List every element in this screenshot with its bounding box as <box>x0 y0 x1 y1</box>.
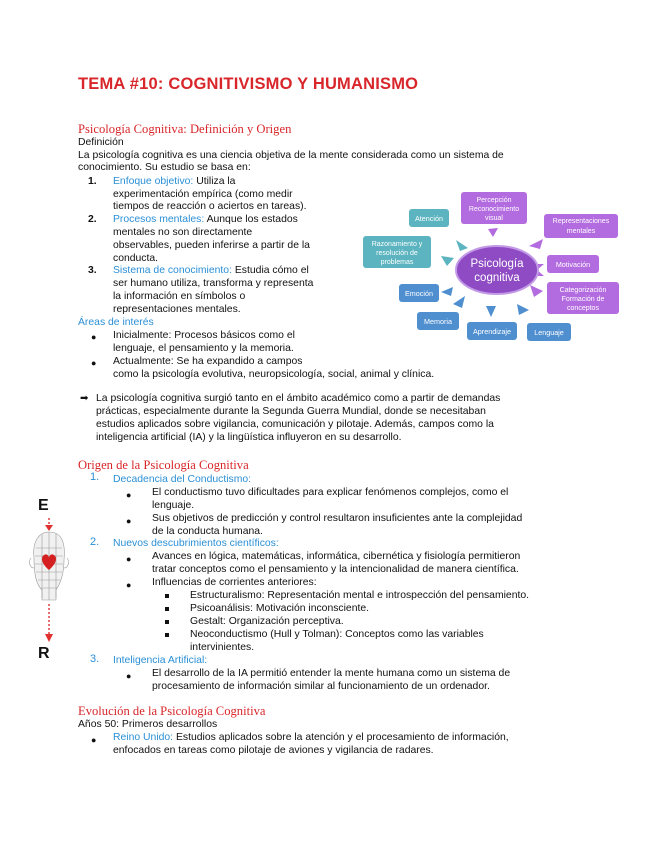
arrow-aprendizaje <box>486 306 496 317</box>
area-item: Inicialmente: Procesos básicos como el <box>113 330 295 341</box>
area-item: lenguaje, el pensamiento y la memoria. <box>113 343 294 354</box>
list-item: procesamiento de información similar al funcionamiento de un ordenador. <box>152 681 490 692</box>
arrow-lenguaje <box>517 304 529 315</box>
psicologia-cognitiva-diagram <box>357 188 627 348</box>
bullet-icon: ● <box>126 671 132 681</box>
node-aprendizaje <box>467 322 517 340</box>
item-number: 2. <box>90 536 100 548</box>
node-emocion <box>399 284 439 302</box>
svg-text:resolución de: resolución de <box>376 250 418 257</box>
item-number: 1. <box>90 471 100 483</box>
node-atencion <box>409 209 449 227</box>
item-text: Aunque los estados <box>204 214 298 225</box>
bullet-icon: ● <box>126 580 132 590</box>
arrow-paragraph: inteligencia artificial (IA) y la lingüística influyeron en su desarrollo. <box>96 432 402 443</box>
sub-list-item: Gestalt: Organización perceptiva. <box>190 616 344 627</box>
sub-list-item: Estructuralismo: Representación mental e introspección del pensamiento. <box>190 590 530 601</box>
node-lenguaje <box>527 323 571 341</box>
head-heart-illustration <box>22 518 74 650</box>
item-number: 1. <box>88 176 97 187</box>
list-item: lenguaje. <box>152 500 195 511</box>
item-term: Reino Unido: <box>113 732 174 743</box>
svg-text:mentales: mentales <box>566 228 596 235</box>
arrow-paragraph: estudios aplicados sobre vigilancia, comunicación y pilotaje. Además, campos como la <box>96 419 494 430</box>
arrow-memoria <box>453 296 465 308</box>
svg-text:Atención: Atención <box>415 214 443 223</box>
years-label: Años 50: Primeros desarrollos <box>78 719 218 730</box>
sub-list-item: intervinientes. <box>190 642 255 653</box>
item-number: 3. <box>88 265 97 276</box>
svg-text:conceptos: conceptos <box>567 305 599 312</box>
item-number: 3. <box>90 653 100 665</box>
svg-text:Categorización: Categorización <box>559 287 607 294</box>
node-razonamiento <box>363 236 431 268</box>
item-text: conducta. <box>113 253 159 264</box>
intro-line-1: La psicología cognitiva es una ciencia objetiva de la mente considerada como un sistema de <box>78 150 504 161</box>
page-title: TEMA #10: COGNITIVISMO Y HUMANISMO <box>78 75 419 93</box>
item-text: representaciones mentales. <box>113 304 241 315</box>
label-r: R <box>38 645 50 662</box>
section-heading-evolucion: Evolución de la Psicología Cognitiva <box>78 704 266 718</box>
svg-text:Aprendizaje: Aprendizaje <box>473 327 511 336</box>
svg-text:Formación de: Formación de <box>561 296 605 303</box>
section-heading-origen: Origen de la Psicología Cognitiva <box>78 458 249 472</box>
square-bullet-icon <box>165 620 169 624</box>
svg-text:Motivación: Motivación <box>555 260 591 269</box>
arrow-emocion <box>441 287 453 296</box>
item-text: experimentación empírica (como medir <box>113 189 293 200</box>
bullet-icon: ● <box>126 554 132 564</box>
item-text: enfocados en tareas como pilotaje de aviones y vigilancia de radares. <box>113 745 434 756</box>
area-item: Actualmente: Se ha expandido a campos <box>113 356 303 367</box>
list-item: tratar conceptos como el pensamiento y la intencionalidad de manera científica. <box>152 564 519 575</box>
node-motivacion <box>547 255 599 273</box>
node-memoria <box>417 312 459 330</box>
node-categorizacion <box>547 282 619 314</box>
arrow-representaciones <box>529 239 543 249</box>
list-item: El conductismo tuvo dificultades para explicar fenómenos complejos, como el <box>152 487 509 498</box>
center-label: Psicología <box>470 258 524 270</box>
areas-heading: Áreas de interés <box>78 317 154 328</box>
bullet-icon: ● <box>91 358 97 368</box>
bullet-icon: ● <box>126 516 132 526</box>
item-text: observables, pueden inferirse a partir de la <box>113 240 310 251</box>
area-item: como la psicología evolutiva, neuropsicología, social, animal y clínica. <box>113 369 435 380</box>
arrow-atencion <box>456 240 468 251</box>
arrow-paragraph: prácticas, especialmente durante la Segunda Guerra Mundial, donde se necesitaban <box>96 406 486 417</box>
square-bullet-icon <box>165 594 169 598</box>
arrow-percepcion <box>488 228 498 237</box>
bullet-icon: ● <box>91 332 97 342</box>
label-e: E <box>38 497 49 514</box>
sub-list-item: Psicoanálisis: Motivación inconsciente. <box>190 603 370 614</box>
arrow-right-icon: ➡ <box>80 393 89 404</box>
item-text: la información en símbolos o <box>113 291 246 302</box>
item-term: Enfoque objetivo: <box>113 176 194 187</box>
svg-text:Representaciones: Representaciones <box>552 218 610 225</box>
center-ellipse <box>456 246 538 294</box>
item-term: Sistema de conocimiento: <box>113 265 232 276</box>
list-item: Sus objetivos de predicción y control resultaron insuficientes ante la complejidad <box>152 513 523 524</box>
svg-text:Razonamiento y: Razonamiento y <box>371 241 423 248</box>
svg-text:problemas: problemas <box>380 259 414 266</box>
definicion-label: Definición <box>78 137 124 148</box>
svg-text:visual: visual <box>485 215 503 222</box>
arrow-razonamiento <box>441 256 454 266</box>
bullet-icon: ● <box>91 735 97 745</box>
item-text: Estudia cómo el <box>231 265 309 276</box>
item-text: mentales no son directamente <box>113 227 253 238</box>
list-item: Avances en lógica, matemáticas, informática, cibernética y fisiología permitieron <box>152 551 521 562</box>
item-text: Utiliza la <box>193 176 236 187</box>
svg-text:Reconocimiento: Reconocimiento <box>468 206 520 213</box>
svg-text:Memoria: Memoria <box>424 317 452 326</box>
item-term: Procesos mentales: <box>113 214 205 225</box>
subsection-title: Nuevos descubrimientos científicos: <box>113 538 279 549</box>
svg-text:Percepción: Percepción <box>476 197 512 204</box>
square-bullet-icon <box>165 607 169 611</box>
bullet-icon: ● <box>126 490 132 500</box>
subsection-title: Decadencia del Conductismo: <box>113 474 252 485</box>
item-text: Estudios aplicados sobre la atención y el procesamiento de información, <box>173 732 509 743</box>
section-heading-definicion: Psicología Cognitiva: Definición y Origen <box>78 122 292 136</box>
subsection-title: Inteligencia Artificial: <box>113 655 208 666</box>
square-bullet-icon <box>165 633 169 637</box>
intro-line-2: conocimiento. Su estudio se basa en: <box>78 162 251 173</box>
node-percepcion <box>461 192 527 224</box>
list-item: Influencias de corrientes anteriores: <box>152 577 317 588</box>
arrow-categorizacion <box>530 285 543 297</box>
item-text: tiempos de reacción o aciertos en tareas). <box>113 201 307 212</box>
arrow-paragraph: La psicología cognitiva surgió tanto en el ámbito académico como a partir de demandas <box>96 393 501 404</box>
item-number: 2. <box>88 214 97 225</box>
svg-text:Lenguaje: Lenguaje <box>534 328 564 337</box>
node-representaciones <box>544 214 618 238</box>
sub-list-item: Neoconductismo (Hull y Tolman): Conceptos como las variables <box>190 629 484 640</box>
center-label: cognitiva <box>474 272 520 284</box>
item-text: ser humano utiliza, transforma y representa <box>113 278 314 289</box>
list-item: de la conducta humana. <box>152 526 263 537</box>
svg-text:Emoción: Emoción <box>405 289 433 298</box>
list-item: El desarrollo de la IA permitió entender la mente humana como un sistema de <box>152 668 511 679</box>
